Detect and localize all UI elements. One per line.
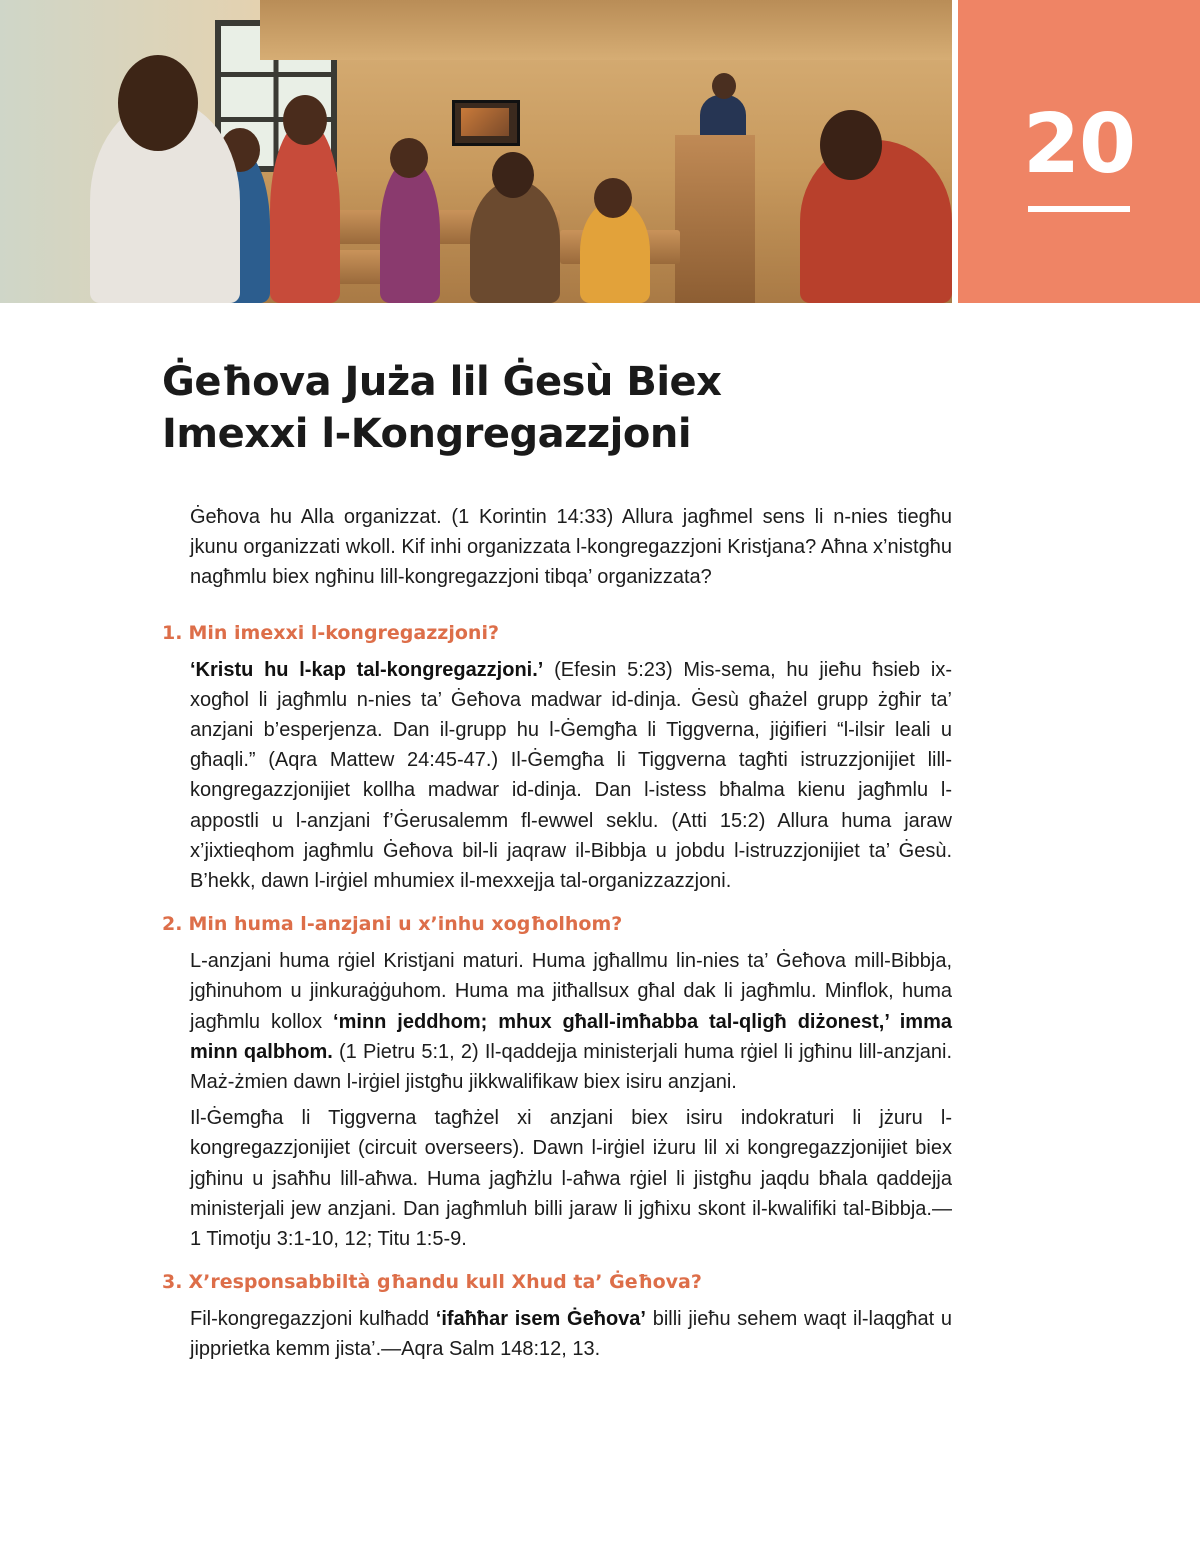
question-1 [162, 619, 952, 647]
answer-1-paragraph [162, 655, 952, 897]
answer-2-paragraph-2: Il-Ġemgħa li Tiggverna tagħżel xi anzjani biex isiru indokraturi li jżuru l-kongregazzjonijiet (circuit overseers). Dawn l-irġiel iżuru lil xi kongregazzjonijiet biex jgħinu u jsaħħu lill-aħwa. Huma jagħżlu l-aħwa rġiel li jistgħu jaqdu bħala qaddejja ministerjali jew anzjani. Dan jagħmluh billi jaraw li jgħixu skont il-kwalifiki tal-Bibbja.—1 Timotju 3:1-10, 12; Titu 1:5-9. [190, 1107, 952, 1251]
photo-head [492, 152, 534, 198]
intro-paragraph: Ġeħova hu Alla organizzat. (1 Korintin 14:33) Allura jagħmel sens li n-nies tiegħu jkunu organizzati wkoll. Kif inhi organizzata l-kongregazzjoni Kristjana? Aħna x’nistgħu nagħmlu biex ngħinu lill-kongregazzjoni tibqa’ organizzata? [190, 506, 952, 589]
header-photo [0, 0, 952, 303]
photo-person [470, 180, 560, 303]
photo-head [118, 55, 198, 151]
photo-ceiling [260, 0, 952, 60]
page-title [162, 356, 962, 460]
question-text: Min huma l-anzjani u x’inhu xogħolhom? [188, 913, 623, 936]
question-3 [162, 1268, 952, 1296]
paragraph-text: L-anzjani huma rġiel Kristjani maturi. Huma jgħallmu lin-nies ta’ Ġeħova mill-Bibbja, jgħinuhom u jinkuraġġuhom. Huma ma jitħallsux għal dak li jagħmlu. Minflok, huma jagħmlu kollox [190, 950, 952, 1033]
photo-head [283, 95, 327, 145]
chapter-tab [958, 0, 1200, 303]
answer-2-paragraph-1 [162, 946, 952, 1097]
page-title-line-1: Ġeħova Jużа lil Ġesù Biex [162, 359, 722, 405]
question-text: X’responsabbiltà għandu kull Xhud ta’ Ġeħova? [188, 1271, 702, 1294]
emphasis-text: ‘minn jeddhom; mhux għall-imħabba tal-qligħ diżonest,’ imma minn qalbhom. [190, 1010, 952, 1063]
paragraph-text: Fil-kongregazzjoni kulħadd [190, 1308, 436, 1331]
chapter-rule [1028, 206, 1130, 212]
photo-person [380, 160, 440, 303]
question-number: 1. [162, 621, 183, 644]
photo-head [820, 110, 882, 180]
emphasis-text: ‘ifaħħar isem Ġeħova’ [435, 1308, 646, 1331]
photo-person [270, 120, 340, 303]
question-number: 2. [162, 913, 183, 936]
page-title-line-2: Imexxi l-Kongregazzjoni [162, 411, 692, 457]
paragraph-text: (Efesin 5:23) Mis-sema, hu jieħu ħsieb ix-xogħol li jagħmlu n-nies ta’ Ġeħova madwar id-dinja. Ġesù għażel grupp żgħir ta’ anzjani b’esperjenza. Dan il-grupp hu l-Ġemgħa li Tiggverna, jiġifieri “l-ilsir leali u għaqli.” (Aqra Mattew 24:45-47.) Il-Ġemgħa li Tiggverna tagħti istruzzjonijiet lill-kongregazzjonijiet kollha madwar id-dinja. Dan l-istess bħalma kienu jagħmlu l-appostli u l-anzjani f’Ġerusalemm fl-ewwel seklu. (Atti 15:2) Allura huma jaraw x’jixtieqhom jagħmlu Ġeħova bil-li jaqraw il-Bibbja u jobdu l-istruzzjonijiet ta’ Ġesù. B’hekk, dawn l-irġiel mhumiex il-mexxejja tal-organizzazzjoni. [190, 658, 953, 893]
question-2 [162, 910, 952, 938]
question-text: Min imexxi l-kongregazzjoni? [188, 621, 499, 644]
emphasis-text: ‘Kristu hu l-kap tal-kongregazzjoni.’ [190, 658, 544, 681]
lesson-content [162, 502, 952, 1365]
paragraph-text: billi jieħu sehem waqt il-laqgħat u jipprietka kemm jista’.—Aqra Salm 148:12, 13. [190, 1308, 953, 1361]
photo-head [594, 178, 632, 218]
photo-podium [675, 135, 755, 303]
paragraph-text: (1 Pietru 5:1, 2) Il-qaddejja ministerjali huma rġiel li jgħinu lill-anzjani. Maż-żmien dawn l-irġiel jistgħu jikkwalifikaw biex isiru anzjani. [190, 1040, 953, 1094]
photo-head [390, 138, 428, 178]
chapter-number: 20 [1022, 97, 1136, 192]
photo-tv-screen [452, 100, 520, 146]
question-number: 3. [162, 1271, 183, 1294]
answer-3-paragraph [162, 1304, 952, 1364]
